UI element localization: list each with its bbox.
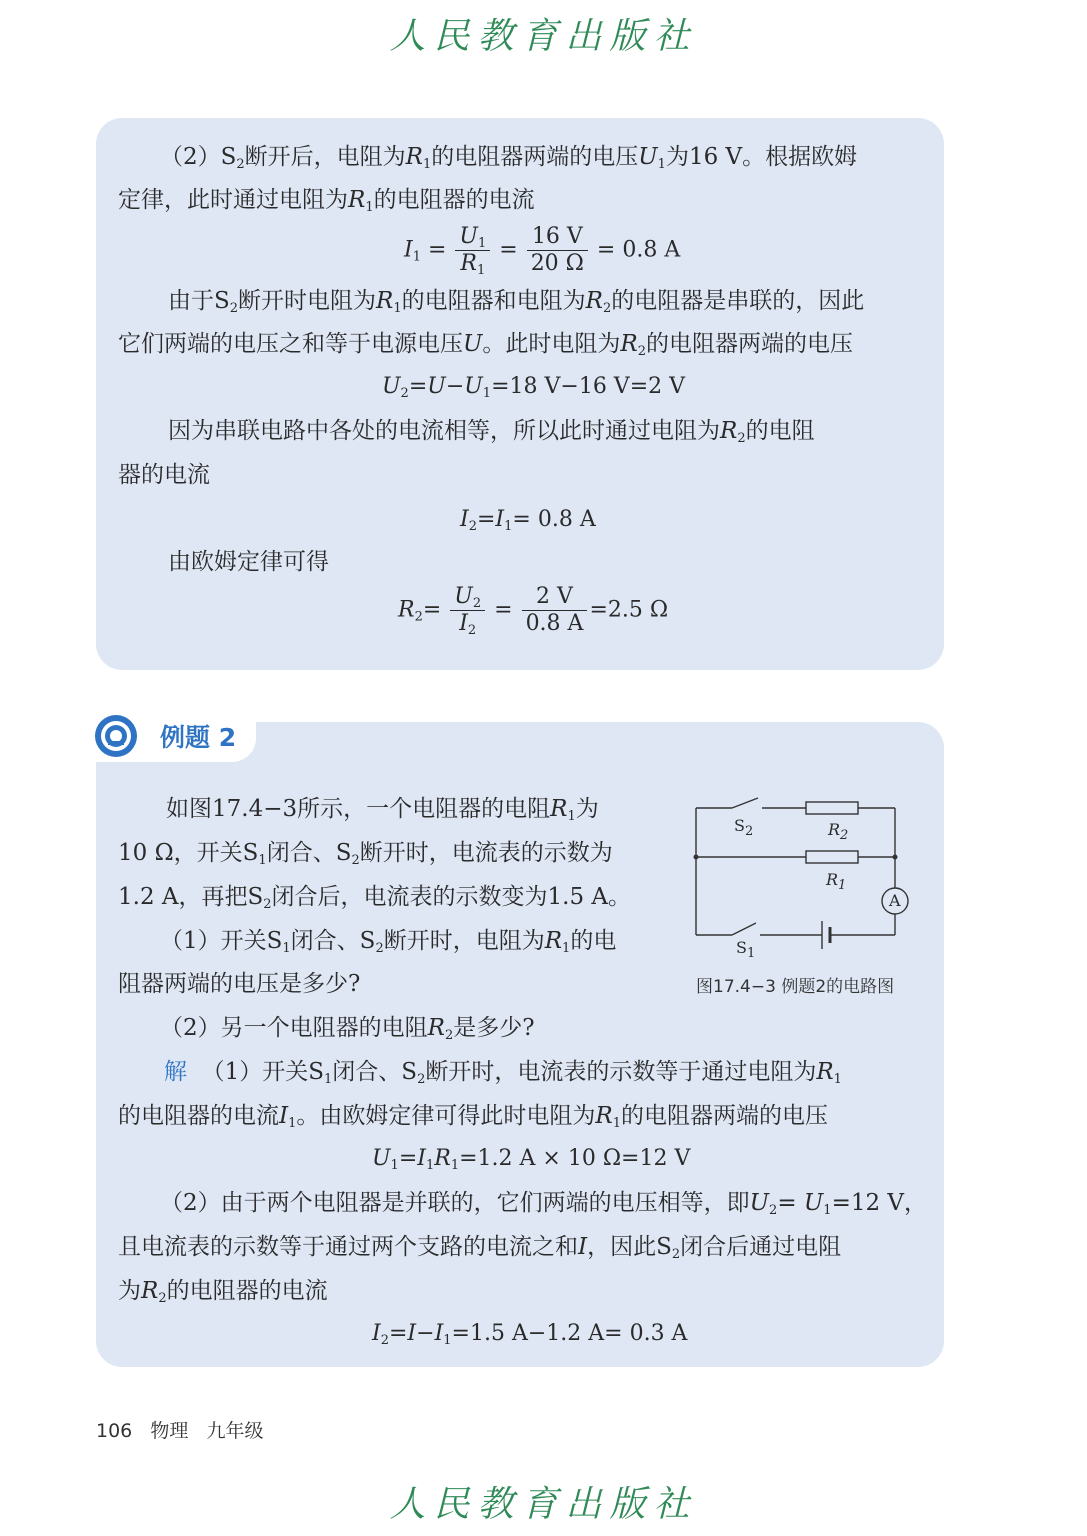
question-paragraph: 10 Ω，开关$S_1$闭合、$S_2$断开时，电流表的示数为	[118, 840, 613, 868]
target-icon	[94, 714, 138, 758]
paragraph: 它们两端的电压之和等于电源电压U。此时电阻为$R_2$的电阻器两端的电压	[118, 331, 853, 359]
solution-paragraph: （2）由于两个电阻器是并联的，它们两端的电压相等，即$U_2= U_1=12$ V，	[160, 1190, 928, 1218]
circuit-diagram	[690, 790, 910, 965]
solution-paragraph: 为$R_2$的电阻器的电流	[118, 1278, 328, 1306]
ammeter-label: A	[889, 891, 901, 910]
grade: 九年级	[206, 1420, 264, 1442]
solution-paragraph: 的电阻器的电流$I_1$。由欧姆定律可得此时电阻为$R_1$的电阻器两端的电压	[118, 1103, 828, 1131]
label-s2: $S_2$	[734, 816, 754, 839]
equation-r2: $R_2=$ $\frac{U_2}{I_2}$ = $\frac{2 V}{0.8 A}$ =2.5 Ω	[398, 584, 669, 638]
equation-i2: $I_2=I_1= 0.8$ A	[460, 507, 596, 534]
question-part-1: 阻器两端的电压是多少?	[118, 971, 361, 997]
label-r2: $R_2$	[828, 820, 849, 843]
equation-i2-parallel: $I_2=I-I_1=1.5$ A−1.2 A= 0.3 A	[372, 1321, 688, 1348]
question-part-1: （1）开关$S_1$闭合、$S_2$断开时，电阻为$R_1$的电	[160, 928, 617, 956]
solution-paragraph: 解 （1）开关$S_1$闭合、$S_2$断开时，电流表的示数等于通过电阻为$R_1$	[164, 1059, 842, 1087]
publisher-logo-top: 人民教育出版社	[389, 16, 698, 57]
equation-i1: $I_1$ = $\frac{U_1}{R_1}$ = $\frac{16 V}{20 \Omega}$ = 0.8 A	[404, 224, 681, 278]
equation-u1: $U_1=I_1R_1=1.2$ A × 10 Ω=12 V	[372, 1146, 691, 1173]
paragraph: 器的电流	[118, 462, 210, 488]
solve-label: 解	[164, 1059, 187, 1085]
question-paragraph: 如图17.4−3所示，一个电阻器的电阻$R_1$为	[166, 796, 599, 824]
paragraph: 由于$S_2$断开时电阻为$R_1$的电阻器和电阻为$R_2$的电阻器是串联的，因此	[168, 288, 865, 316]
label-r1: $R_1$	[826, 870, 847, 893]
label-s1: $S_1$	[736, 938, 756, 961]
page-number: 106	[96, 1420, 133, 1442]
question-part-2: （2）另一个电阻器的电阻$R_2$是多少?	[160, 1015, 535, 1043]
paragraph: 定律，此时通过电阻为$R_1$的电阻器的电流	[118, 187, 535, 215]
example-title: 例题 2	[160, 723, 237, 752]
equation-u2: $U_2=U-U_1=18$ V−16 V=2 V	[382, 374, 686, 401]
paragraph: 因为串联电路中各处的电流相等，所以此时通过电阻为$R_2$的电阻	[168, 418, 815, 446]
subject: 物理	[150, 1420, 189, 1442]
solution-paragraph: 且电流表的示数等于通过两个支路的电流之和I，因此$S_2$闭合后通过电阻	[118, 1234, 842, 1262]
figure-caption: 图17.4−3 例题2的电路图	[696, 977, 895, 997]
paragraph: $(2)S_2$断开后，电阻为$R_1$的电阻器两端的电压$U_1$为16 V。根据欧姆	[160, 144, 858, 172]
paragraph: 由欧姆定律可得	[168, 549, 329, 575]
question-paragraph: 1.2 A，再把$S_2$闭合后，电流表的示数变为1.5 A。	[118, 884, 632, 912]
publisher-logo-bottom: 人民教育出版社	[389, 1484, 698, 1525]
page-footer	[96, 1416, 264, 1443]
